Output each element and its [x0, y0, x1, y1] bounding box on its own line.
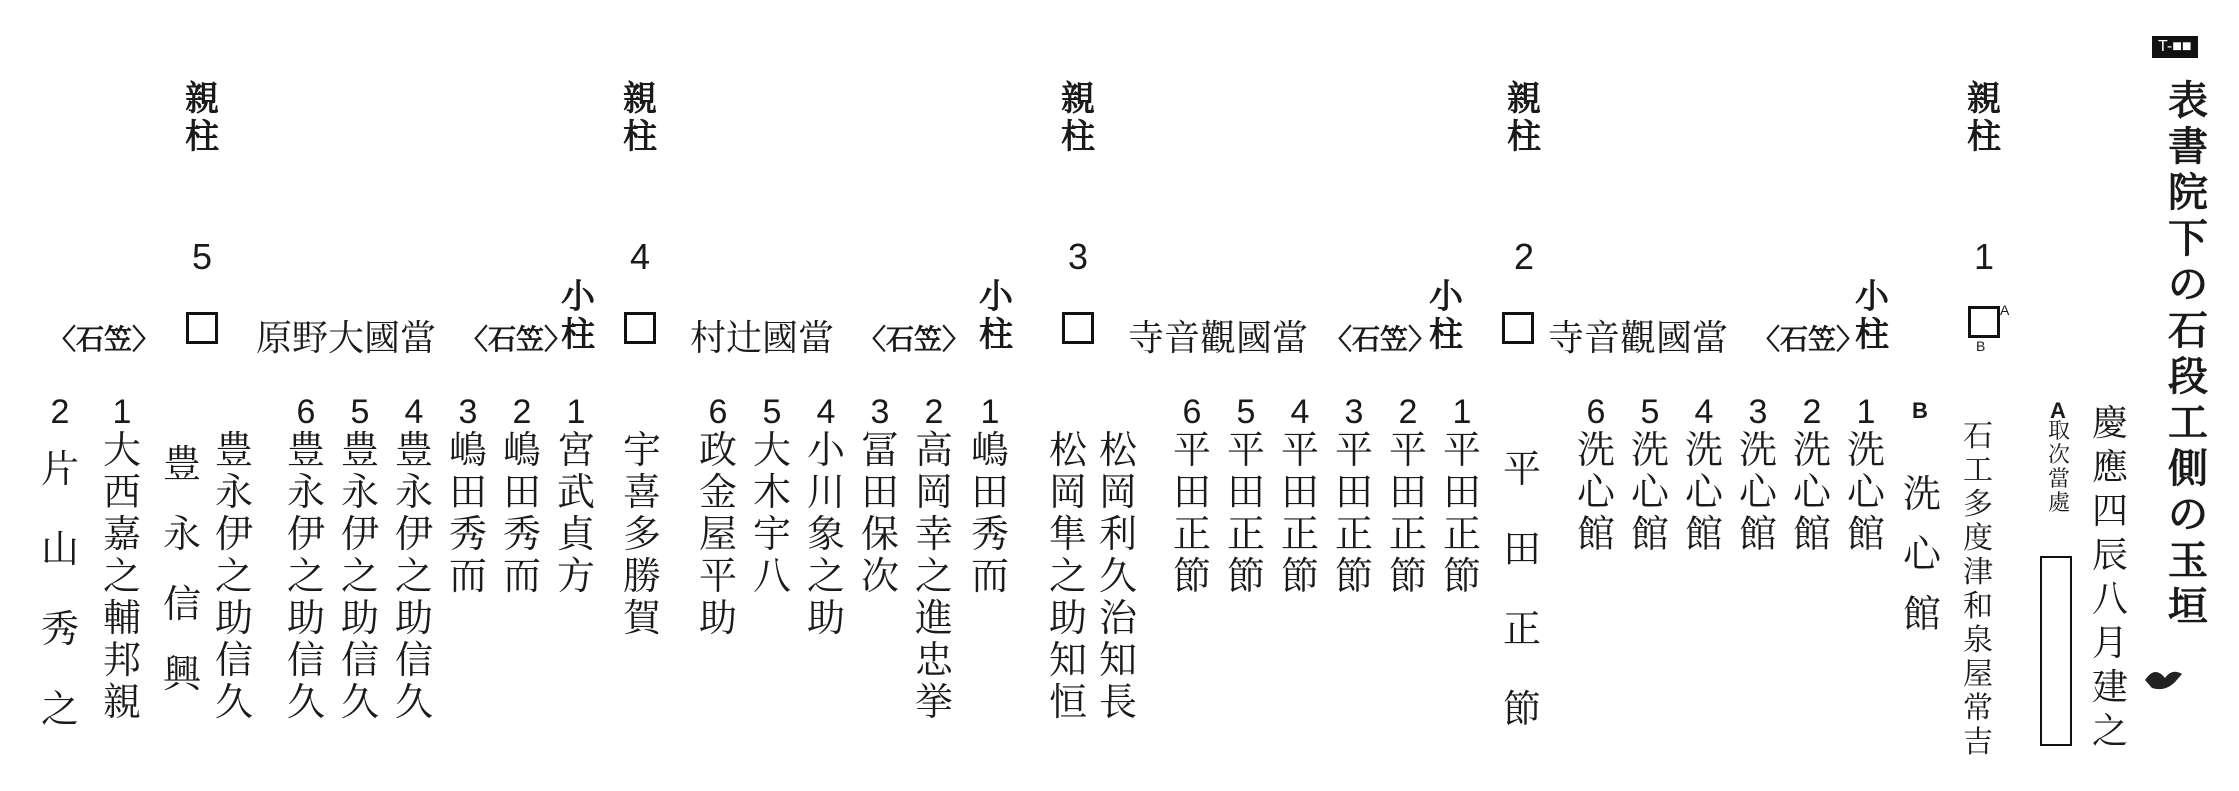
handler-name: 石工多度津和泉屋常吉 [1963, 419, 1993, 760]
donor-text: 平田正節 [1172, 428, 1211, 598]
donor-num: 1 [566, 393, 586, 431]
bird-icon [2140, 660, 2190, 700]
owner-1: 寺音觀國當 [1548, 318, 1729, 359]
donor-col [696, 395, 740, 639]
donor-num: 6 [296, 393, 316, 431]
donor-text: 政金屋平助 [698, 428, 737, 640]
small-pillar-1: 小柱 [1855, 278, 1889, 354]
pillar-3-box [1062, 312, 1094, 344]
donor-text: 洗心館 [1902, 472, 1941, 636]
donor-text: 松岡利久治知長 [1098, 428, 1137, 724]
donor-col [1386, 395, 1430, 597]
small-pillar-4: 小柱 [561, 278, 595, 354]
handler-frame [2040, 556, 2072, 746]
donor-col [1096, 395, 1140, 723]
donor-col [1332, 395, 1376, 597]
donor-text: 大木宇八 [752, 428, 791, 598]
donor-col [338, 395, 382, 723]
box-b-label: B [1976, 338, 1986, 354]
donor-num: 5 [1640, 393, 1660, 431]
pillar-2-number: 2 [1513, 236, 1535, 277]
pillar-4-label: 親柱 [623, 80, 657, 156]
box-a-label: A [2000, 302, 2010, 318]
donor-num: 4 [816, 393, 836, 431]
donor-num: 1 [1452, 393, 1472, 431]
donor-text: 洗心館 [1738, 428, 1777, 556]
donor-num: 3 [870, 393, 890, 431]
donor-text: 洗心館 [1792, 428, 1831, 556]
donor-text: 小川象之助 [806, 428, 845, 640]
donor-text: 宮武貞方 [556, 428, 595, 598]
pillar-4-box [624, 312, 656, 344]
donor-col [620, 395, 664, 639]
stone-cap-3: 〈石笠〉 [858, 324, 971, 355]
small-pillar-2: 小柱 [1429, 278, 1463, 354]
owner-2: 寺音觀國當 [1128, 318, 1309, 359]
donor-text: 豊永信興 [162, 442, 201, 696]
donor-text: 洗心館 [1846, 428, 1885, 556]
donor-col [750, 395, 794, 597]
donor-text: 洗心館 [1684, 428, 1723, 556]
pillar-4 [618, 80, 662, 278]
pillar-1-number: 1 [1973, 236, 1995, 277]
donor-text: 嶋田秀而 [970, 428, 1009, 598]
donor-num: 1 [112, 393, 132, 431]
stone-cap-2: 〈石笠〉 [1324, 324, 1437, 355]
donor-num: 2 [924, 393, 944, 431]
donor-col [1844, 395, 1888, 555]
donor-col [1500, 395, 1544, 749]
pillar-5-number: 5 [191, 236, 213, 277]
donor-col [160, 395, 204, 709]
pillar-3-label: 親柱 [1061, 80, 1095, 156]
stone-cap-5: 〈石笠〉 [48, 324, 161, 355]
donor-num: 1 [980, 393, 1000, 431]
stone-cap-4: 〈石笠〉 [460, 324, 573, 355]
donor-num: 3 [1748, 393, 1768, 431]
donor-b-label: B [1912, 398, 1928, 423]
donor-col [212, 395, 256, 723]
donor-text: 平田正節 [1280, 428, 1319, 598]
donor-col [1046, 395, 1090, 723]
donor-num: 1 [1856, 393, 1876, 431]
donor-text: 洗心館 [1576, 428, 1615, 556]
donor-num: 6 [1182, 393, 1202, 431]
donor-num: 5 [1236, 393, 1256, 431]
donor-col [1574, 395, 1618, 555]
small-pillar-3: 小柱 [979, 278, 1013, 354]
donor-num: 5 [350, 393, 370, 431]
donor-text: 嶋田秀而 [448, 428, 487, 598]
donor-col [1440, 395, 1484, 597]
donor-num: 2 [512, 393, 532, 431]
donor-text: 豊永伊之助信久 [214, 428, 253, 724]
donor-num: 2 [1802, 393, 1822, 431]
pillar-2 [1502, 80, 1546, 278]
donor-num: 6 [708, 393, 728, 431]
donor-text: 松岡隼之助知恒 [1048, 428, 1087, 724]
donor-num: 3 [1344, 393, 1364, 431]
page-title: 表書院下の石段工側の玉垣 [2168, 79, 2208, 629]
donor-text: 平田正節 [1442, 428, 1481, 598]
donor-text: 大西嘉之輔邦親 [102, 428, 141, 724]
donor-num: 3 [458, 393, 478, 431]
donor-text: 平田正節 [1502, 447, 1541, 731]
donor-col [284, 395, 328, 723]
donor-num: 5 [762, 393, 782, 431]
donor-col [1628, 395, 1672, 555]
donor-col [858, 395, 902, 597]
donor-col [1170, 395, 1214, 597]
donor-col [500, 395, 544, 597]
pillar-2-label: 親柱 [1507, 80, 1541, 156]
donor-text: 片山秀之 [40, 447, 79, 731]
donor-text: 豊永伊之助信久 [286, 428, 325, 724]
donor-col [968, 395, 1012, 597]
donor-text: 平田正節 [1226, 428, 1265, 598]
donor-text: 宇喜多勝賀 [622, 428, 661, 640]
donor-col [1900, 430, 1944, 644]
donor-col [804, 395, 848, 639]
donor-text: 平田正節 [1388, 428, 1427, 598]
pillar-5 [180, 80, 224, 278]
donor-col [446, 395, 490, 597]
donor-col [1278, 395, 1322, 597]
donor-num: 4 [1290, 393, 1310, 431]
donor-col [1224, 395, 1268, 597]
handler-role: 取次當處 [2047, 419, 2070, 516]
donor-num: 6 [1586, 393, 1606, 431]
owner-4: 原野大國當 [256, 318, 437, 359]
donor-col [554, 395, 598, 597]
donor-num: 2 [50, 393, 70, 431]
donor-text: 豊永伊之助信久 [340, 428, 379, 724]
donor-col [100, 395, 144, 723]
donor-num: 4 [1694, 393, 1714, 431]
donor-col [912, 395, 956, 723]
donor-text: 冨田保次 [860, 428, 899, 598]
donor-num: 2 [1398, 393, 1418, 431]
pillar-5-box [186, 312, 218, 344]
donor-num: 4 [404, 393, 424, 431]
pillar-1 [1962, 80, 2006, 278]
handler-label: A [2050, 398, 2066, 423]
pillar-3-number: 3 [1067, 236, 1089, 277]
pillar-1-box [1968, 306, 2000, 338]
donor-text: 嶋田秀而 [502, 428, 541, 598]
stone-cap-1: 〈石笠〉 [1752, 324, 1865, 355]
donor-text: 豊永伊之助信久 [394, 428, 433, 724]
donor-col [1790, 395, 1834, 555]
pillar-4-number: 4 [629, 236, 651, 277]
donor-col [38, 395, 82, 749]
date-column: 慶應四辰八月建之 [2091, 403, 2128, 752]
owner-3: 村辻國當 [690, 318, 835, 359]
donor-col [392, 395, 436, 723]
pillar-1-label: 親柱 [1967, 80, 2001, 156]
donor-col [1682, 395, 1726, 555]
pillar-5-label: 親柱 [185, 80, 219, 156]
pillar-2-box [1502, 312, 1534, 344]
donor-col [1736, 395, 1780, 555]
pillar-3 [1056, 80, 1100, 278]
page-tag: T-■■ [2152, 36, 2198, 58]
donor-text: 平田正節 [1334, 428, 1373, 598]
donor-text: 高岡幸之進忠挙 [914, 428, 953, 724]
donor-text: 洗心館 [1630, 428, 1669, 556]
